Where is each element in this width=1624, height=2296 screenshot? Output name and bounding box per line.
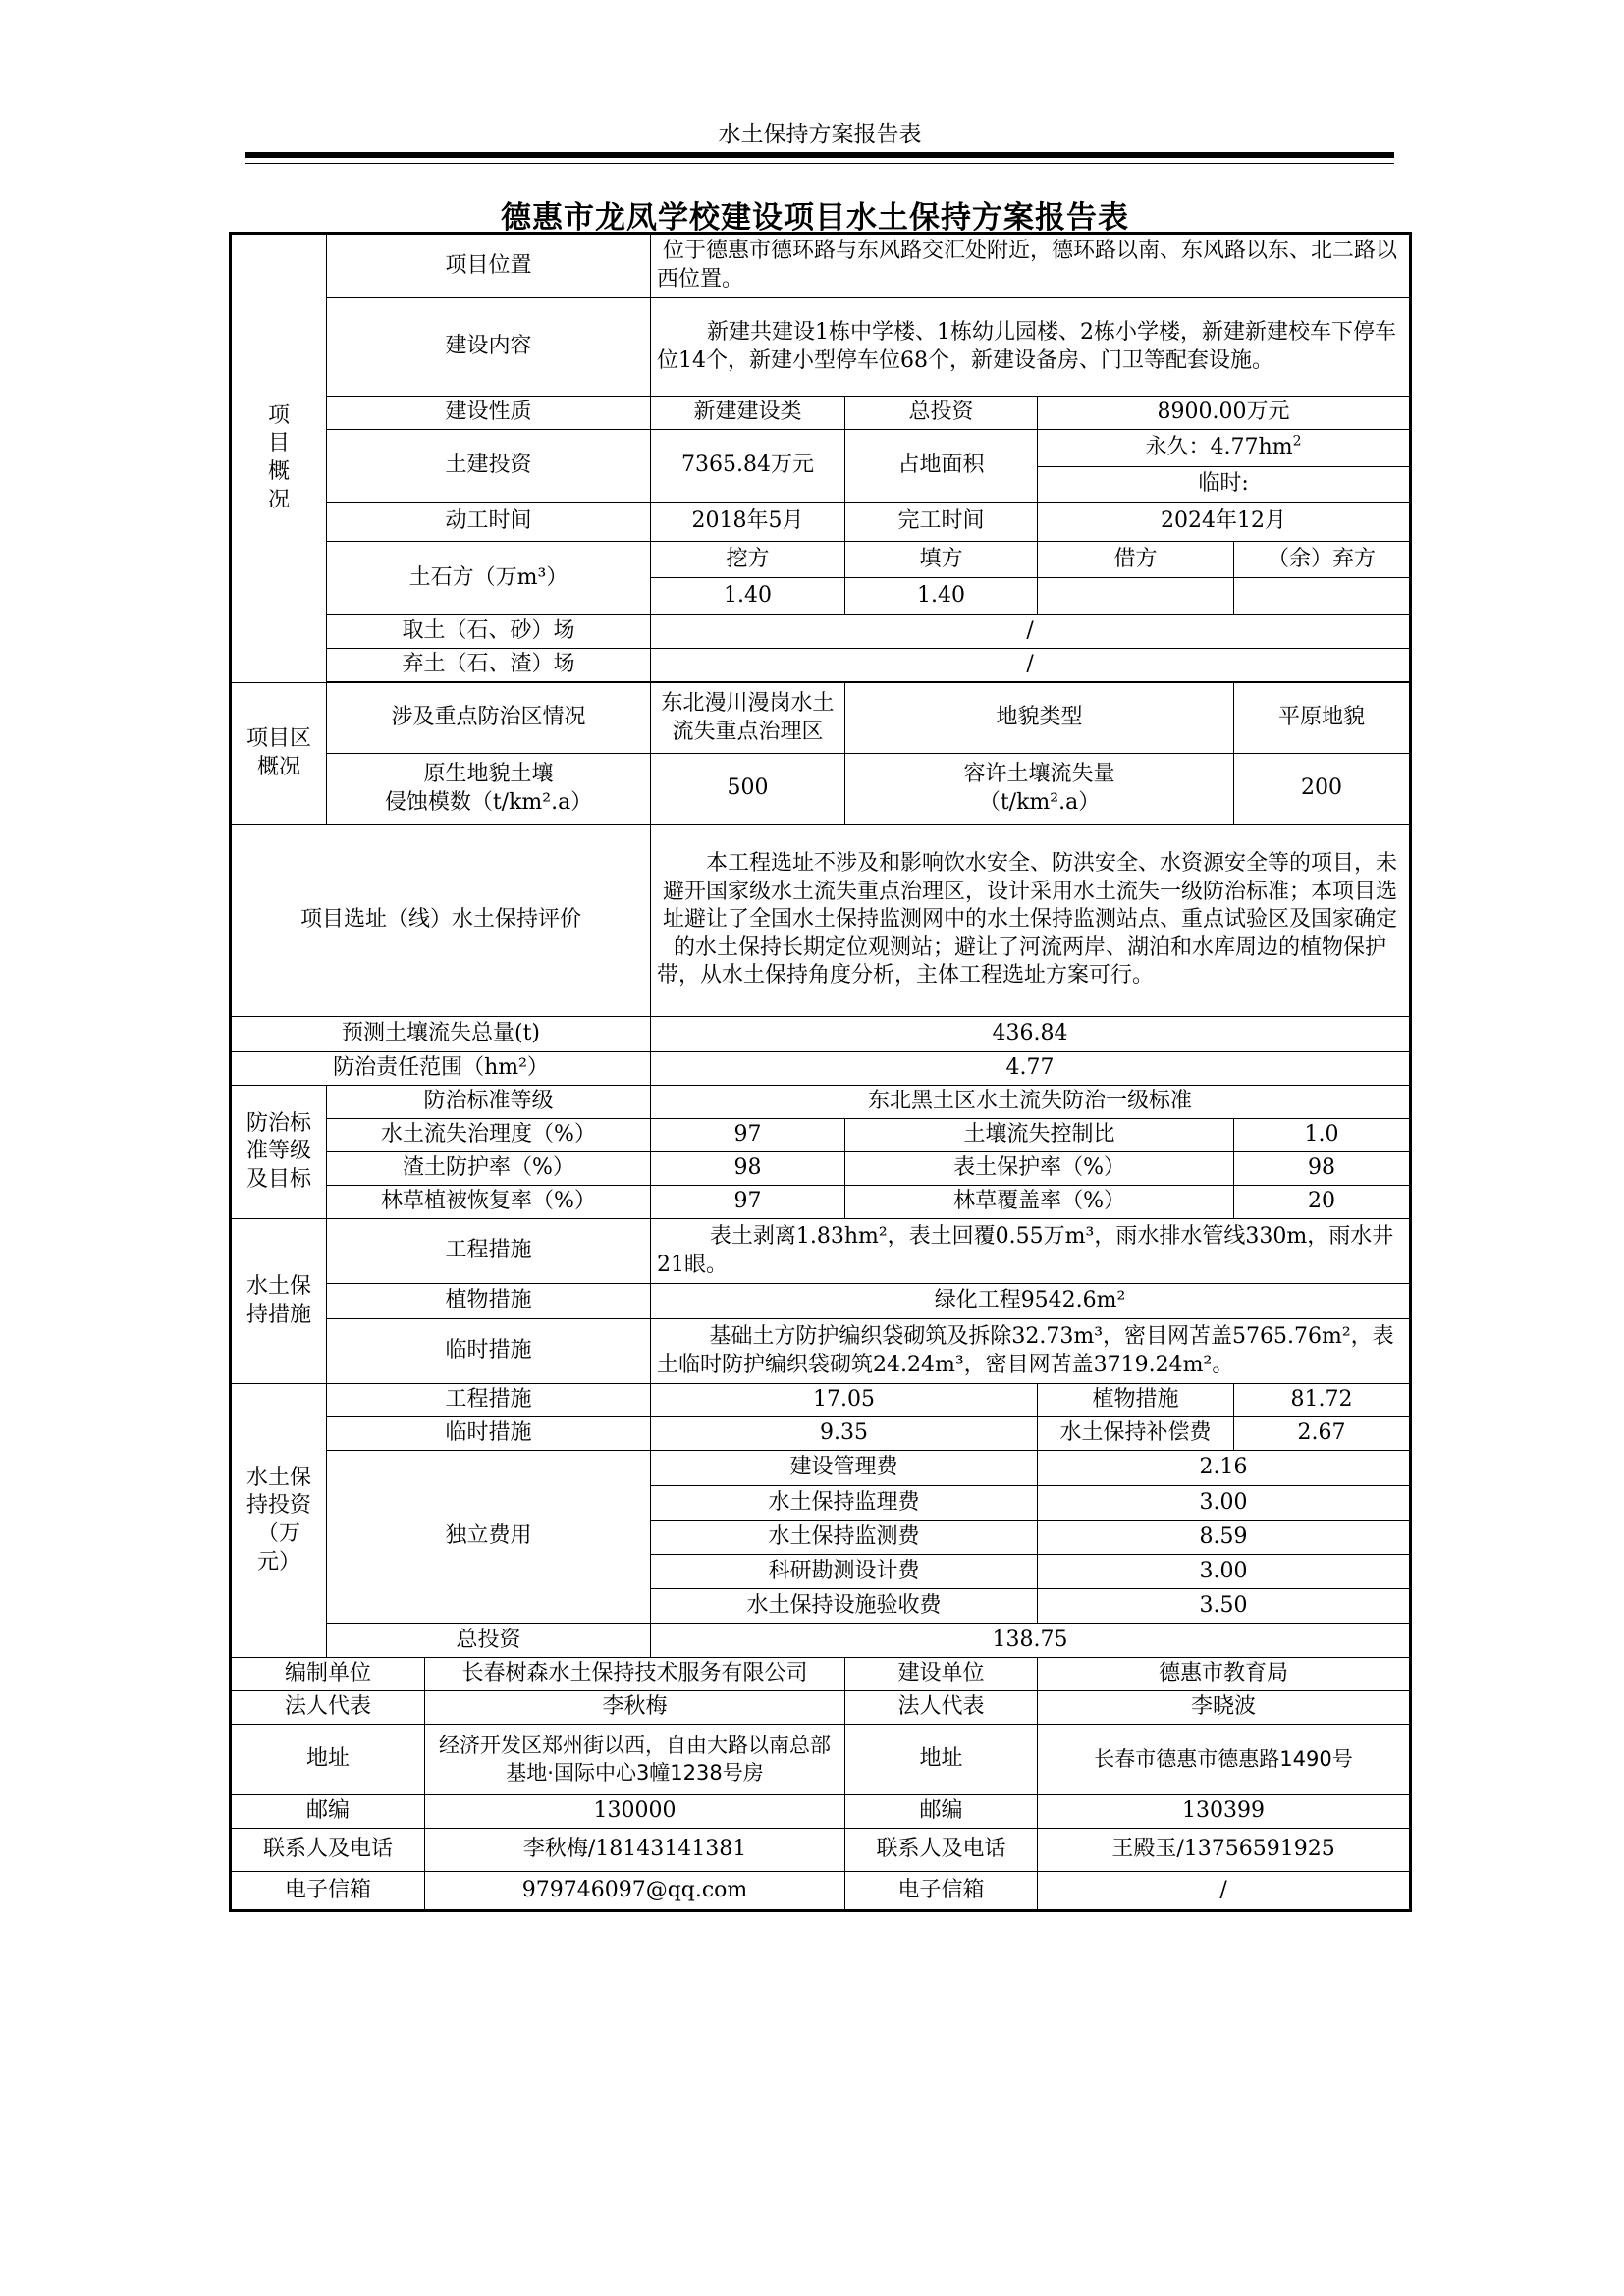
address-compiler: 经济开发区郑州街以西，自由大路以南总部基地·国际中心3幢1238号房 [425,1725,845,1795]
earth-value-fill: 1.40 [845,578,1038,615]
target-value: 98 [1234,1152,1411,1186]
content-label: 建设内容 [327,298,651,397]
rep-label: 法人代表 [231,1691,425,1725]
postcode-builder: 130399 [1038,1795,1411,1829]
page-title: 德惠市龙凤学校建设项目水土保持方案报告表 [501,200,1129,236]
builder-value: 德惠市教育局 [1038,1658,1411,1691]
evaluation-label: 项目选址（线）水土保持评价 [231,825,651,1017]
earth-header-borrow: 借方 [1038,542,1234,578]
area-temporary: 临时: [1038,467,1411,503]
borrow-site-label: 取土（石、砂）场 [327,615,651,649]
independent-item-value: 3.00 [1038,1555,1411,1589]
header-rule-thin [245,163,1394,164]
rep-builder: 李晓波 [1038,1691,1411,1725]
target-label: 渣土防护率（%） [327,1152,651,1186]
header-rule-thick [245,152,1394,158]
measures-section-label: 水土保持措施 [231,1219,327,1384]
target-value: 98 [651,1152,845,1186]
spoil-site-label: 弃土（石、渣）场 [327,649,651,682]
spoil-site-value: / [651,649,1411,682]
contact-label: 联系人及电话 [845,1829,1038,1872]
independent-item-value: 3.50 [1038,1589,1411,1624]
email-builder: / [1038,1872,1411,1911]
erosion-label: 原生地貌土壤 侵蚀模数（t/km².a） [327,754,651,825]
invest-plant-value: 81.72 [1234,1384,1411,1417]
erosion-value: 500 [651,754,845,825]
independent-item-label: 水土保持监测费 [651,1521,1038,1555]
total-invest-value: 8900.00万元 [1038,397,1411,430]
invest-temporary-value: 9.35 [651,1417,1038,1451]
temporary-measure-value: 基础土方防护编织袋砌筑及拆除32.73m³，密目网苫盖5765.76m²，表土临时防护编织袋砌筑24.24m³，密目网苫盖3719.24m²。 [651,1319,1411,1384]
end-label: 完工时间 [845,503,1038,542]
overview-section-label: 项目概况 [231,234,327,683]
contact-builder: 王殿玉/13756591925 [1038,1829,1411,1872]
postcode-label: 邮编 [231,1795,425,1829]
independent-item-value: 8.59 [1038,1521,1411,1555]
responsibility-label: 防治责任范围（hm²） [231,1052,651,1086]
earth-header-spoil: （余）弃方 [1234,542,1411,578]
plant-measure-label: 植物措施 [327,1284,651,1319]
independent-item-label: 水土保持设施验收费 [651,1589,1038,1624]
content-value: 新建共建设1栋中学楼、1栋幼儿园楼、2栋小学楼，新建新建校车下停车位14个，新建小型停车位68个，新建设备房、门卫等配套设施。 [651,298,1411,397]
area-permanent: 永久：$4.77hm^2$ [1038,430,1411,467]
builder-label: 建设单位 [845,1658,1038,1691]
invest-engineering-label: 工程措施 [327,1384,651,1417]
rep-compiler: 李秋梅 [425,1691,845,1725]
evaluation-text: 本工程选址不涉及和影响饮水安全、防洪安全、水资源安全等的项目，未避开国家级水土流失重点治理区，设计采用水土流失一级防治标准；本项目选址避让了全国水土保持监测网中的水土保持监测站点、重点试验区及国家确定的水土保持长期定位观测站；避让了河流两岸、湖泊和水库周边的植物保护带，从水土保持角度分析，主体工程选址方案可行。 [651,825,1411,1017]
engineering-measure-label: 工程措施 [327,1219,651,1284]
rep-label: 法人代表 [845,1691,1038,1725]
investment-section-label: 水土保持投资（万元） [231,1384,327,1658]
earth-header-cut: 挖方 [651,542,845,578]
target-value: 97 [651,1119,845,1152]
earth-label: 土石方（万m³） [327,542,651,615]
allow-label: 容许土壤流失量 （t/km².a） [845,754,1234,825]
civil-invest-value: 7365.84万元 [651,430,845,503]
target-label: 水土流失治理度（%） [327,1119,651,1152]
address-label: 地址 [231,1725,425,1795]
independent-item-value: 2.16 [1038,1451,1411,1486]
location-label: 项目位置 [327,234,651,298]
independent-item-value: 3.00 [1038,1486,1411,1521]
target-label: 土壤流失控制比 [845,1119,1234,1152]
target-label: 林草植被恢复率（%） [327,1186,651,1219]
civil-invest-label: 土建投资 [327,430,651,503]
target-value: 1.0 [1234,1119,1411,1152]
invest-compensation-value: 2.67 [1234,1417,1411,1451]
target-value: 20 [1234,1186,1411,1219]
total-invest-label: 总投资 [845,397,1038,430]
standards-section-label: 防治标准等级及目标 [231,1086,327,1219]
independent-item-label: 水土保持监理费 [651,1486,1038,1521]
target-value: 97 [651,1186,845,1219]
address-builder: 长春市德惠市德惠路1490号 [1038,1725,1411,1795]
compiler-label: 编制单位 [231,1658,425,1691]
email-compiler: 979746097@qq.com [425,1872,845,1911]
start-label: 动工时间 [327,503,651,542]
report-table [229,232,1412,1912]
invest-compensation-label: 水土保持补偿费 [1038,1417,1234,1451]
independent-item-label: 建设管理费 [651,1451,1038,1486]
earth-value-spoil [1234,578,1411,615]
temporary-measure-label: 临时措施 [327,1319,651,1384]
loss-value: 436.84 [651,1017,1411,1052]
postcode-compiler: 130000 [425,1795,845,1829]
contact-compiler: 李秋梅/18143141381 [425,1829,845,1872]
zone-value: 东北漫川漫岗水土流失重点治理区 [651,683,845,754]
borrow-site-value: / [651,615,1411,649]
area-overview-section-label: 项目区概况 [231,683,327,825]
end-value: 2024年12月 [1038,503,1411,542]
engineering-measure-value: 表土剥离1.83hm²，表土回覆0.55万m³，雨水排水管线330m，雨水井21眼。 [651,1219,1411,1284]
earth-value-cut: 1.40 [651,578,845,615]
invest-plant-label: 植物措施 [1038,1384,1234,1417]
address-label: 地址 [845,1725,1038,1795]
zone-label: 涉及重点防治区情况 [327,683,651,754]
investment-total-label: 总投资 [327,1624,651,1658]
landform-label: 地貌类型 [845,683,1234,754]
area-label: 占地面积 [845,430,1038,503]
nature-value: 新建建设类 [651,397,845,430]
allow-value: 200 [1234,754,1411,825]
landform-value: 平原地貌 [1234,683,1411,754]
running-header: 水土保持方案报告表 [718,122,922,147]
plant-measure-value: 绿化工程9542.6m² [651,1284,1411,1319]
target-label: 林草覆盖率（%） [845,1186,1234,1219]
independent-item-label: 科研勘测设计费 [651,1555,1038,1589]
compiler-value: 长春树森水土保持技术服务有限公司 [425,1658,845,1691]
earth-header-fill: 填方 [845,542,1038,578]
independent-cost-label: 独立费用 [327,1451,651,1624]
invest-engineering-value: 17.05 [651,1384,1038,1417]
earth-value-borrow [1038,578,1234,615]
grade-label: 防治标准等级 [327,1086,651,1119]
postcode-label: 邮编 [845,1795,1038,1829]
contact-label: 联系人及电话 [231,1829,425,1872]
invest-temporary-label: 临时措施 [327,1417,651,1451]
email-label: 电子信箱 [231,1872,425,1911]
target-label: 表土保护率（%） [845,1152,1234,1186]
grade-value: 东北黑土区水土流失防治一级标准 [651,1086,1411,1119]
nature-label: 建设性质 [327,397,651,430]
loss-label: 预测土壤流失总量(t) [231,1017,651,1052]
responsibility-value: 4.77 [651,1052,1411,1086]
investment-total-value: 138.75 [651,1624,1411,1658]
email-label: 电子信箱 [845,1872,1038,1911]
location-value: 位于德惠市德环路与东风路交汇处附近，德环路以南、东风路以东、北二路以西位置。 [651,234,1411,298]
start-value: 2018年5月 [651,503,845,542]
